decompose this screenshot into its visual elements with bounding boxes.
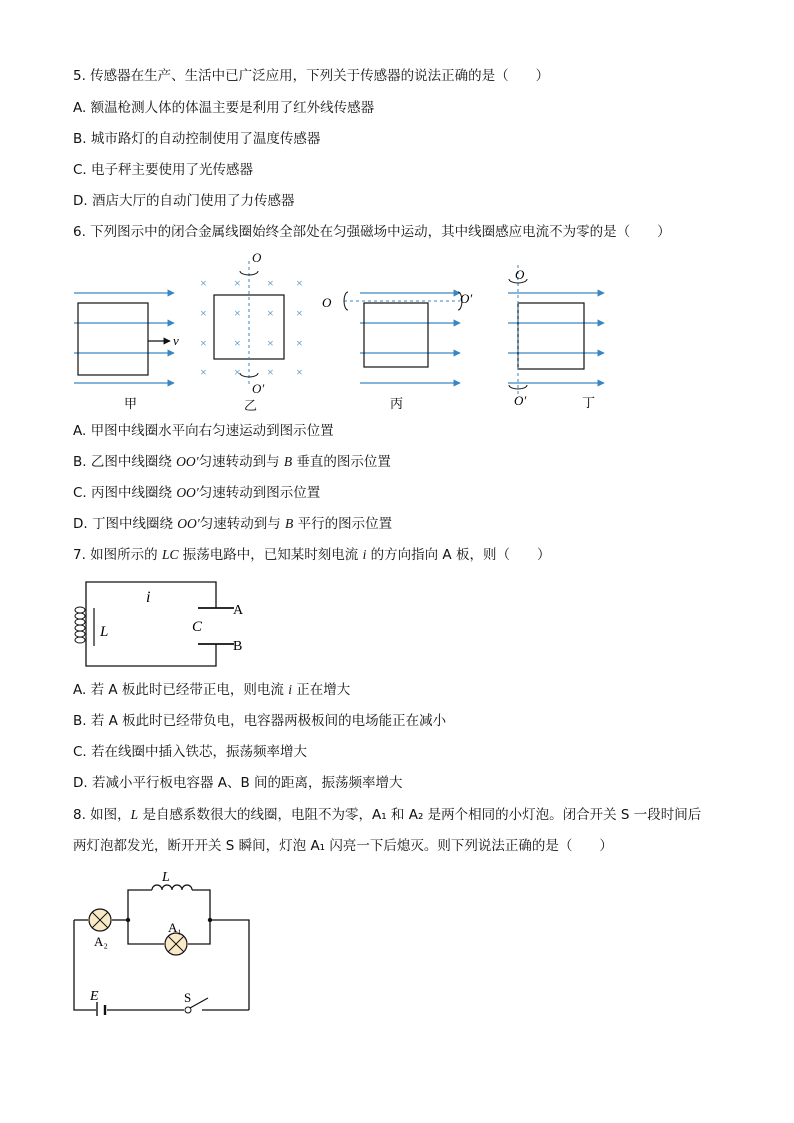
figure-ding xyxy=(508,265,604,410)
coil-l-label: L xyxy=(162,870,170,885)
q5-stem: 5. 传感器在生产、生活中已广泛应用，下列关于传感器的说法正确的是（ ） xyxy=(73,68,550,84)
caption-yi: 乙 xyxy=(244,398,258,413)
caption-bing: 丙 xyxy=(390,396,404,411)
q7-stem: 7. 如图所示的 LC 振荡电路中，已知某时刻电流 i 的方向指向 A 板，则（ ） xyxy=(73,547,551,563)
svg-text:×: × xyxy=(296,276,303,290)
q6-option-c: C. 丙图中线圈绕 OO′匀速转动到图示位置 xyxy=(73,485,321,501)
svg-text:×: × xyxy=(200,306,207,320)
figure-bing xyxy=(322,291,472,411)
svg-text:×: × xyxy=(267,336,274,350)
figure-yi xyxy=(200,250,303,413)
bulb-a2 xyxy=(89,909,111,931)
svg-text:×: × xyxy=(267,306,274,320)
figure-jia xyxy=(74,293,179,411)
plate-a-label: A xyxy=(233,603,244,618)
q8-circuit xyxy=(66,866,266,1016)
q7-option-b: B. 若 A 板此时已经带负电，电容器两极板间的电场能正在减小 xyxy=(73,713,447,729)
ding-o-prime-label: O′ xyxy=(514,393,527,408)
q5-option-b: B. 城市路灯的自动控制使用了温度传感器 xyxy=(73,131,321,147)
svg-text:×: × xyxy=(200,365,207,379)
bulb-a1 xyxy=(165,933,187,955)
svg-text:×: × xyxy=(267,365,274,379)
svg-text:×: × xyxy=(234,336,241,350)
q5-option-c: C. 电子秤主要使用了光传感器 xyxy=(73,162,254,178)
caption-jia: 甲 xyxy=(124,396,138,411)
svg-text:×: × xyxy=(200,276,207,290)
q7-lc-circuit xyxy=(66,574,266,674)
yi-o-prime-label: O′ xyxy=(252,381,265,396)
q6-stem: 6. 下列图示中的闭合金属线圈始终全部处在匀强磁场中运动，其中线圈感应电流不为零的是（ ） xyxy=(73,224,671,240)
caption-ding: 丁 xyxy=(582,395,596,410)
bulb-a1-label: A₁ xyxy=(168,920,182,935)
svg-text:×: × xyxy=(296,306,303,320)
current-i-label: i xyxy=(146,589,151,606)
bulb-a2-label: A₂ xyxy=(94,934,108,949)
svg-text:×: × xyxy=(234,306,241,320)
q6-option-b: B. 乙图中线圈绕 OO′匀速转动到与 B 垂直的图示位置 xyxy=(73,454,391,470)
q8-stem-line2: 两灯泡都发光，断开开关 S 瞬间，灯泡 A₁ 闪亮一下后熄灭。则下列说法正确的是（ ） xyxy=(73,838,613,854)
bing-o-label: O xyxy=(322,295,332,310)
svg-text:×: × xyxy=(267,276,274,290)
q7-option-a: A. 若 A 板此时已经带正电，则电流 i 正在增大 xyxy=(73,682,351,698)
svg-text:×: × xyxy=(200,336,207,350)
switch-s-label: S xyxy=(184,990,192,1005)
q8-stem-line1: 8. 如图，L 是自感系数很大的线圈，电阻不为零，A₁ 和 A₂ 是两个相同的小灯泡。闭合开关 S 一段时间后 xyxy=(73,807,702,823)
q6-option-d: D. 丁图中线圈绕 OO′匀速转动到与 B 平行的图示位置 xyxy=(73,516,393,532)
capacitor-c-label: C xyxy=(192,619,203,635)
bing-o-prime-label: O′ xyxy=(460,291,473,306)
ding-o-label: O xyxy=(515,267,525,282)
battery-e-label: E xyxy=(90,989,99,1004)
q7-option-d: D. 若减小平行板电容器 A、B 间的距离，振荡频率增大 xyxy=(73,775,403,791)
svg-text:×: × xyxy=(296,365,303,379)
q5-option-d: D. 酒店大厅的自动门使用了力传感器 xyxy=(73,193,295,209)
v-label: v xyxy=(173,333,179,348)
q5-option-a: A. 额温枪测人体的体温主要是利用了红外线传感器 xyxy=(73,100,375,116)
q6-option-a: A. 甲图中线圈水平向右匀速运动到图示位置 xyxy=(73,423,334,439)
yi-o-label: O xyxy=(252,250,262,265)
plate-b-label: B xyxy=(233,639,243,654)
svg-text:×: × xyxy=(234,365,241,379)
svg-text:×: × xyxy=(234,276,241,290)
q7-option-c: C. 若在线圈中插入铁芯，振荡频率增大 xyxy=(73,744,308,760)
q6-figure xyxy=(66,245,626,415)
inductor-l-label: L xyxy=(100,624,109,640)
svg-text:×: × xyxy=(296,336,303,350)
